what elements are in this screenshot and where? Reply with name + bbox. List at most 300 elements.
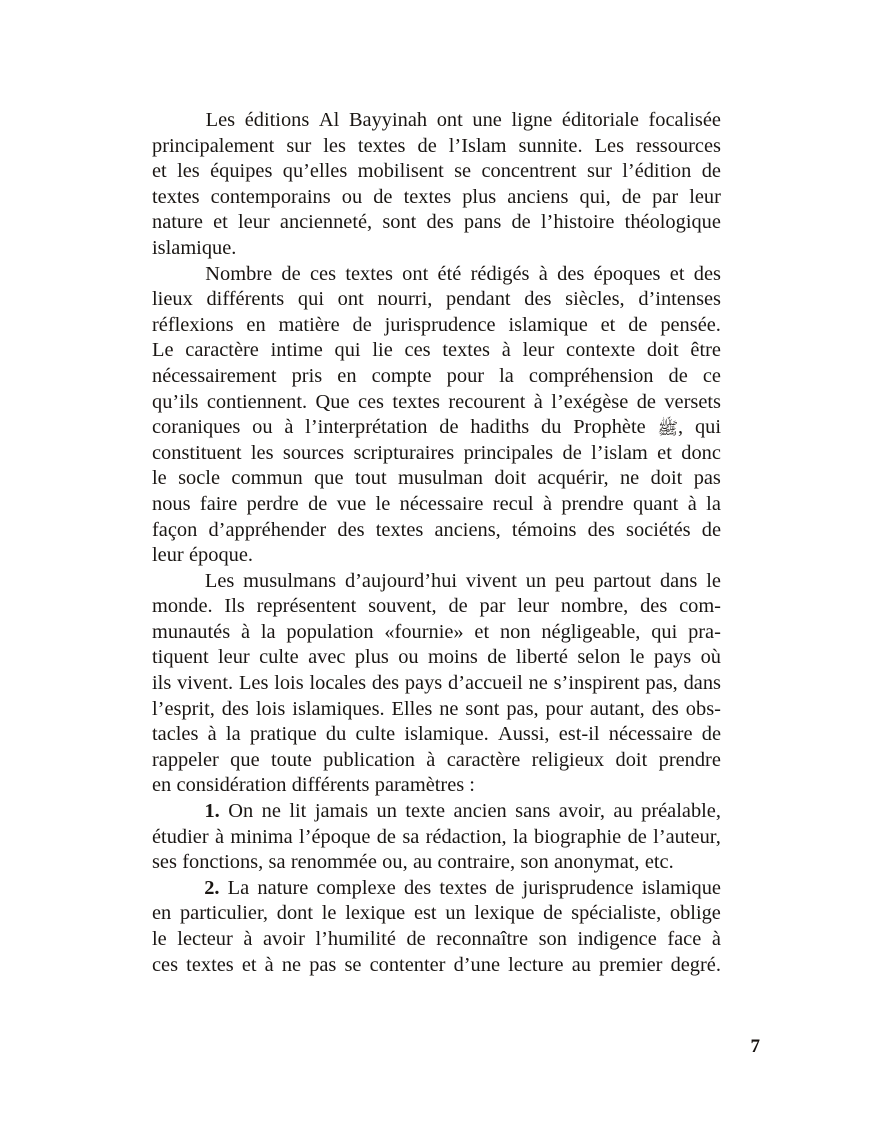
word: contraire, — [437, 851, 516, 874]
word: réflexions — [152, 313, 234, 336]
word: reconnaître — [436, 928, 528, 950]
word: et — [152, 160, 167, 183]
word: sa — [402, 825, 420, 848]
word: le — [706, 569, 721, 592]
word: Ils — [224, 595, 245, 618]
word: le — [152, 928, 167, 950]
word: siècles, — [565, 288, 625, 311]
word: éditoriale — [561, 109, 639, 131]
word: anciens — [507, 185, 569, 208]
word: jamais — [314, 800, 369, 823]
text-line — [152, 390, 721, 416]
word: Prophète — [573, 416, 646, 439]
word: recourent — [448, 390, 526, 413]
word: au — [571, 953, 591, 976]
word: population — [286, 620, 374, 643]
word: degré. — [670, 953, 721, 976]
word: textes — [186, 953, 234, 976]
word: à — [243, 928, 253, 950]
word: sont — [382, 211, 417, 234]
text-line — [152, 466, 721, 492]
word: culte — [355, 723, 396, 746]
text-line — [152, 262, 721, 288]
word: Les — [594, 134, 625, 157]
word: indigence — [577, 928, 657, 950]
word: locales — [309, 672, 367, 695]
word: nourri, — [377, 288, 433, 311]
word: leur — [522, 339, 555, 362]
word: à — [264, 953, 274, 976]
word: des — [557, 262, 585, 285]
word: socle — [178, 467, 220, 490]
first-line-indent — [152, 569, 196, 595]
word: textes — [439, 876, 487, 899]
word: toute — [271, 748, 312, 771]
word: ces — [152, 953, 179, 976]
word: com- — [679, 595, 721, 618]
word: d’appréhender — [208, 518, 327, 541]
word: étudier — [152, 825, 209, 848]
word: ou — [252, 416, 273, 439]
text-line — [152, 953, 721, 979]
word: Bayyinah — [348, 109, 428, 131]
word: plus — [462, 185, 497, 208]
word: vivent. — [177, 672, 234, 695]
word: pas — [309, 953, 337, 976]
word: lieux — [152, 288, 193, 311]
word: textes — [392, 390, 440, 413]
word: peu — [555, 569, 585, 592]
word: s’inspirent — [553, 672, 640, 695]
word: préalable, — [641, 800, 721, 823]
word: de — [373, 185, 393, 208]
word: Aussi, — [497, 723, 550, 746]
word: avec — [308, 646, 346, 669]
word: principales — [463, 441, 554, 464]
word: nombre, — [560, 595, 629, 618]
word: à — [240, 620, 251, 643]
word: un — [525, 569, 547, 592]
word: premier — [599, 953, 663, 976]
word: de — [621, 185, 641, 208]
word: à — [538, 262, 548, 285]
text-line — [152, 594, 721, 620]
word: des — [371, 672, 400, 695]
word: à — [533, 390, 543, 413]
text-line — [152, 338, 721, 364]
word: son — [520, 851, 549, 874]
text-line — [152, 671, 721, 697]
word: islamiques. — [292, 697, 385, 720]
word: la — [499, 364, 514, 387]
word: ancien — [453, 800, 507, 823]
word: et — [474, 620, 490, 643]
word: compréhension — [528, 364, 654, 387]
word: leur — [517, 595, 550, 618]
paragraph — [152, 569, 721, 799]
word: islamique. — [152, 236, 237, 259]
word: équipes — [210, 160, 273, 183]
word: sans — [515, 800, 551, 823]
word: On — [228, 800, 254, 823]
word: l’esprit, — [152, 697, 215, 720]
word: se — [454, 160, 472, 183]
text-line — [152, 569, 721, 595]
word: de — [511, 211, 531, 234]
word: être — [690, 339, 721, 362]
word: négligeable, — [541, 620, 641, 643]
word: qu’elles — [282, 160, 348, 183]
word: ne — [261, 800, 281, 823]
word: textes — [403, 185, 452, 208]
word: de — [627, 825, 647, 848]
word: ou — [398, 646, 419, 669]
word: lexique — [345, 902, 406, 925]
word: du — [541, 416, 562, 439]
word: islamique. — [404, 723, 489, 746]
word: à — [711, 928, 721, 950]
word: ont — [436, 109, 463, 131]
word: etc. — [644, 851, 674, 874]
word: acquérir, — [537, 467, 609, 490]
word: nature — [257, 876, 309, 899]
word: ont — [402, 262, 429, 285]
word: du — [325, 723, 347, 746]
word: ses — [152, 851, 177, 874]
word: nécessairement — [152, 364, 277, 387]
page-number: 7 — [750, 1036, 760, 1057]
numbered-list-item — [152, 876, 721, 978]
text-line — [152, 748, 721, 774]
word: coraniques — [152, 416, 241, 439]
word: et — [213, 211, 228, 234]
paragraph — [152, 262, 721, 569]
word: Que — [315, 390, 350, 413]
word: la — [225, 723, 241, 746]
word: liberté — [515, 646, 568, 669]
text-line — [152, 159, 721, 185]
word: selon — [577, 646, 621, 669]
page-text-body — [152, 108, 721, 978]
word: sunnite. — [518, 134, 583, 157]
word: doit — [615, 748, 648, 771]
text-line — [152, 773, 721, 799]
word: de — [636, 390, 656, 413]
word: munautés — [152, 620, 231, 643]
word: à — [214, 825, 225, 848]
word: en — [337, 364, 357, 387]
word: pour — [446, 364, 485, 387]
list-marker: 2. — [204, 876, 220, 899]
word: caractère — [446, 748, 521, 771]
word: doit — [650, 467, 683, 490]
word: textes — [357, 134, 406, 157]
text-line — [152, 441, 721, 467]
word: concentrent — [481, 160, 577, 183]
word: hadiths — [470, 416, 530, 439]
word: nécessaire — [399, 492, 484, 515]
word: particulier, — [179, 902, 269, 925]
word: spécialiste, — [571, 902, 662, 925]
first-line-indent — [152, 262, 196, 288]
word: son — [538, 928, 567, 950]
word: intime — [270, 339, 323, 362]
word: pris — [291, 364, 323, 387]
word: moins — [427, 646, 478, 669]
word: une — [472, 109, 502, 131]
word: nature — [152, 211, 203, 234]
text-line — [152, 645, 721, 671]
word: de — [495, 876, 515, 899]
word: d’une — [453, 953, 500, 976]
word: de — [668, 364, 688, 387]
list-marker: 1. — [204, 800, 220, 823]
word: de — [448, 595, 468, 618]
word: le — [629, 646, 645, 669]
word: les — [250, 441, 274, 464]
word: textes — [442, 339, 490, 362]
word: contiennent. — [206, 390, 308, 413]
word: les — [323, 134, 346, 157]
word: sociétés — [626, 518, 691, 541]
word: époques — [593, 262, 661, 285]
first-line-indent — [152, 108, 196, 134]
word: représentent — [256, 595, 357, 618]
word: Al — [318, 109, 340, 131]
word: lois — [274, 672, 304, 695]
word: ne — [528, 672, 548, 695]
word: sur — [286, 134, 312, 157]
word: la — [260, 620, 276, 643]
word: lexique — [474, 902, 535, 925]
word: pas — [693, 467, 721, 490]
word: musulmans — [243, 569, 337, 592]
word: Les — [204, 569, 235, 592]
word: commun — [231, 467, 303, 490]
word: minima — [230, 825, 293, 848]
word: anciens, — [434, 518, 501, 541]
word: considération — [176, 774, 287, 797]
word: ne — [439, 697, 459, 720]
word: paramètres : — [374, 774, 475, 797]
word: à — [501, 339, 511, 362]
word: et — [669, 262, 685, 285]
word: ressources — [636, 134, 721, 157]
word: doit — [646, 339, 679, 362]
word: qui — [694, 416, 721, 439]
word: culte — [259, 646, 299, 669]
word: lecture — [508, 953, 564, 976]
word: sources — [282, 441, 345, 464]
first-line-indent — [152, 799, 196, 825]
word: des — [693, 262, 721, 285]
word: des — [337, 518, 365, 541]
word: ne — [619, 467, 640, 490]
word: est — [413, 902, 437, 925]
word: ils — [152, 672, 172, 695]
word: l’exégèse — [551, 390, 629, 413]
word: Nombre — [205, 262, 273, 285]
word: ne — [281, 953, 302, 976]
word: est-il — [558, 723, 600, 746]
text-line — [152, 927, 721, 953]
word: rédaction, — [425, 825, 507, 848]
word: vivent — [465, 569, 517, 592]
word: contemporains — [210, 185, 331, 208]
word: contexte — [566, 339, 636, 362]
word: l’édition — [622, 160, 692, 183]
word: au — [613, 800, 633, 823]
word: ancienneté, — [279, 211, 373, 234]
word: souvent, — [368, 595, 437, 618]
word: de — [487, 646, 507, 669]
word: Les — [238, 672, 269, 695]
word: qu’ils — [152, 390, 199, 413]
word: ont — [337, 288, 364, 311]
sallallahu-alayhi-wasallam-icon: ﷺ — [657, 419, 679, 440]
word: textes — [375, 518, 424, 541]
word: pans — [463, 211, 502, 234]
word: ou — [341, 185, 363, 208]
text-line — [152, 185, 721, 211]
word: ces — [309, 262, 337, 285]
word: autant, — [589, 697, 645, 720]
word: de — [417, 134, 437, 157]
word: prendre — [658, 748, 721, 771]
word: renommée — [290, 851, 377, 874]
word: de — [701, 723, 721, 746]
text-line — [152, 108, 721, 134]
word: qui — [334, 339, 361, 362]
word: ligne — [511, 109, 553, 131]
word: anonymat, — [554, 851, 640, 874]
word: pratique — [249, 723, 317, 746]
word: oblige — [669, 902, 721, 925]
word: pra- — [688, 620, 721, 643]
word: nous — [152, 492, 191, 515]
word: pendant — [446, 288, 511, 311]
word: et — [241, 953, 257, 976]
word: rappeler — [152, 748, 219, 771]
word: dans — [659, 569, 698, 592]
word: La — [227, 876, 250, 899]
word: non — [499, 620, 531, 643]
word: «fournie» — [384, 620, 464, 643]
text-line — [152, 850, 721, 876]
text-line — [152, 876, 721, 902]
word: complexe — [316, 876, 396, 899]
word: dont — [276, 902, 314, 925]
text-line — [152, 364, 721, 390]
text-line — [152, 799, 721, 825]
word: différents — [291, 774, 370, 797]
word: la — [706, 492, 721, 515]
word: pensée. — [660, 313, 721, 336]
word: que — [314, 467, 344, 490]
word: façon — [152, 518, 198, 541]
numbered-list-item — [152, 799, 721, 876]
word: le — [321, 902, 337, 925]
word: l’interprétation — [305, 416, 428, 439]
word: mobilisent — [357, 160, 444, 183]
word: constituent — [152, 441, 242, 464]
word: partout — [593, 569, 652, 592]
paragraph — [152, 108, 721, 262]
word: par — [652, 185, 679, 208]
word: pour — [545, 697, 583, 720]
word: focalisée — [648, 109, 721, 131]
word: le — [152, 467, 167, 490]
word: tacles — [152, 723, 199, 746]
word: de — [406, 928, 426, 950]
word: jurisprudence — [522, 876, 634, 899]
word: dans — [683, 672, 721, 695]
word: de — [701, 518, 721, 541]
word: pas, — [645, 672, 678, 695]
word: versets — [664, 390, 721, 413]
word: et — [600, 313, 616, 336]
word: époque. — [189, 544, 253, 567]
word: des — [587, 518, 615, 541]
word: en — [246, 313, 266, 336]
word: en — [152, 774, 172, 797]
word: à — [207, 723, 217, 746]
word: différents — [206, 288, 285, 311]
text-line — [152, 134, 721, 160]
word: sa — [268, 851, 286, 874]
word: religieux — [531, 748, 605, 771]
text-line — [152, 313, 721, 339]
word: avoir, — [558, 800, 605, 823]
text-line — [152, 825, 721, 851]
word: des — [221, 697, 249, 720]
word: lie — [372, 339, 393, 362]
text-line — [152, 236, 721, 262]
word: principalement — [152, 134, 275, 157]
word: contenter — [369, 953, 446, 976]
word: donc — [681, 441, 721, 464]
word: pays — [404, 672, 443, 695]
word: un — [445, 902, 466, 925]
text-line — [152, 415, 721, 441]
word: nécessaire — [608, 723, 693, 746]
word: de — [352, 313, 372, 336]
word: l’humilité — [315, 928, 396, 950]
word: été — [437, 262, 462, 285]
word: islamique — [641, 876, 721, 899]
text-line — [152, 287, 721, 313]
word: islamique — [508, 313, 588, 336]
word: des — [640, 595, 668, 618]
word: la — [512, 825, 528, 848]
word: leur — [689, 185, 721, 208]
word: de — [376, 825, 396, 848]
word: sont — [465, 697, 500, 720]
text-line — [152, 210, 721, 236]
word: biographie — [534, 825, 622, 848]
word: leur — [238, 211, 270, 234]
word: sur — [586, 160, 612, 183]
word: textes — [345, 262, 393, 285]
word: qui, — [579, 185, 611, 208]
text-line — [152, 518, 721, 544]
word: lit — [289, 800, 307, 823]
word: se — [344, 953, 362, 976]
text-line — [152, 543, 721, 569]
word: matière — [278, 313, 340, 336]
word: des — [403, 876, 432, 899]
word: pas, — [506, 697, 539, 720]
